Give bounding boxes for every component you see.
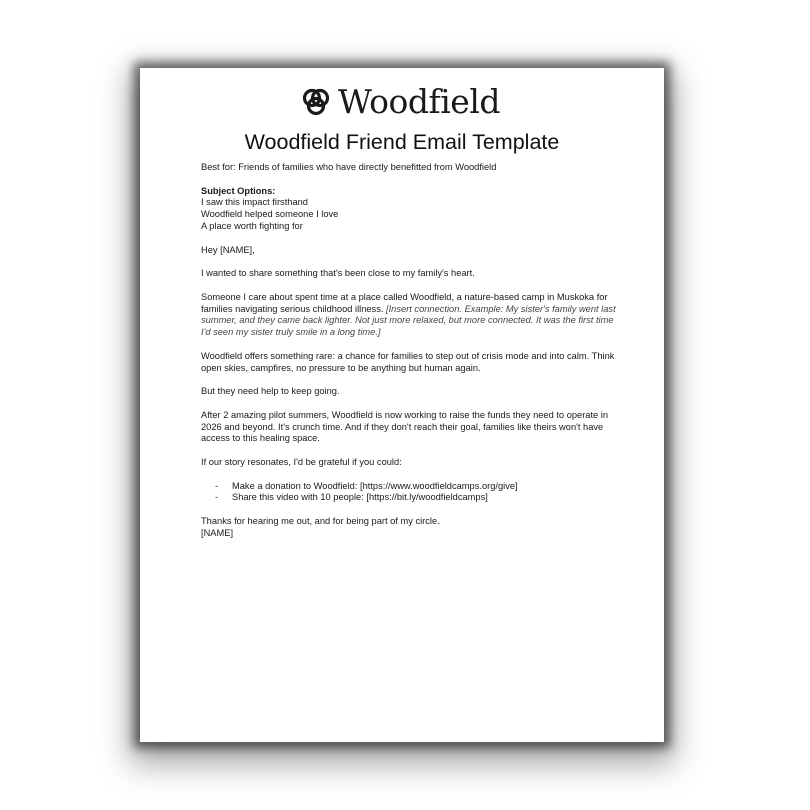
greeting: Hey [NAME], <box>201 244 255 255</box>
action-donate-text: Make a donation to Woodfield: [https://www.woodfieldcamps.org/give] <box>232 480 518 491</box>
woodfield-logo <box>300 82 500 122</box>
paragraph-ask: If our story resonates, I'd be grateful if you could: <box>201 456 402 467</box>
paragraph-story-text: Someone I care about spent time at a place called Woodfield, a nature-based camp in Muskoka for families navigating serious childhood illness. <box>201 291 608 314</box>
subject-option: Woodfield helped someone I love <box>201 209 339 220</box>
action-donate: - Make a donation to Woodfield: [https://www.woodfieldcamps.org/give] <box>215 480 518 491</box>
subject-option: A place worth fighting for <box>201 220 303 231</box>
paragraph-funding: After 2 amazing pilot summers, Woodfield is now working to raise the funds they need to operate in 2026 and beyond. It's crunch time. And if they don't reach their goal, families like theirs won't have access to this healing space. <box>201 409 609 444</box>
best-for-line: Best for: Friends of families who have directly benefitted from Woodfield <box>201 162 497 172</box>
subject-option: I saw this impact firsthand <box>201 197 308 208</box>
action-list <box>201 481 621 505</box>
woodfield-logo-icon <box>300 86 332 118</box>
email-body <box>201 162 621 551</box>
paragraph-intro: I wanted to share something that's been close to my family's heart. <box>201 268 475 279</box>
insert-connection-placeholder: [Insert connection. Example: My sister's family went last summer, and they came back lighter. Not just more relaxed, but more connected. It was the first time I'd seen my sister truly smile in a long time.] <box>201 303 616 338</box>
document-title: Woodfield Friend Email Template <box>244 130 560 154</box>
subject-options <box>201 186 621 233</box>
logo-text: Woodfield <box>338 82 501 121</box>
paragraph-offer: Woodfield offers something rare: a chance for families to step out of crisis mode and into calm. Think open skies, campfires, no pressure to be anything but human again. <box>201 350 615 373</box>
closing-block <box>201 516 621 540</box>
signature: [NAME] <box>201 527 234 538</box>
action-share-text: Share this video with 10 people: [https://bit.ly/woodfieldcamps] <box>232 492 488 503</box>
action-share: - Share this video with 10 people: [https://bit.ly/woodfieldcamps] <box>215 492 488 503</box>
subject-heading: Subject Options: <box>201 185 276 196</box>
paragraph-need: But they need help to keep going. <box>201 386 340 397</box>
closing-line: Thanks for hearing me out, and for being part of my circle. <box>201 515 440 526</box>
document-page <box>140 68 664 742</box>
paragraph-story <box>201 292 621 339</box>
